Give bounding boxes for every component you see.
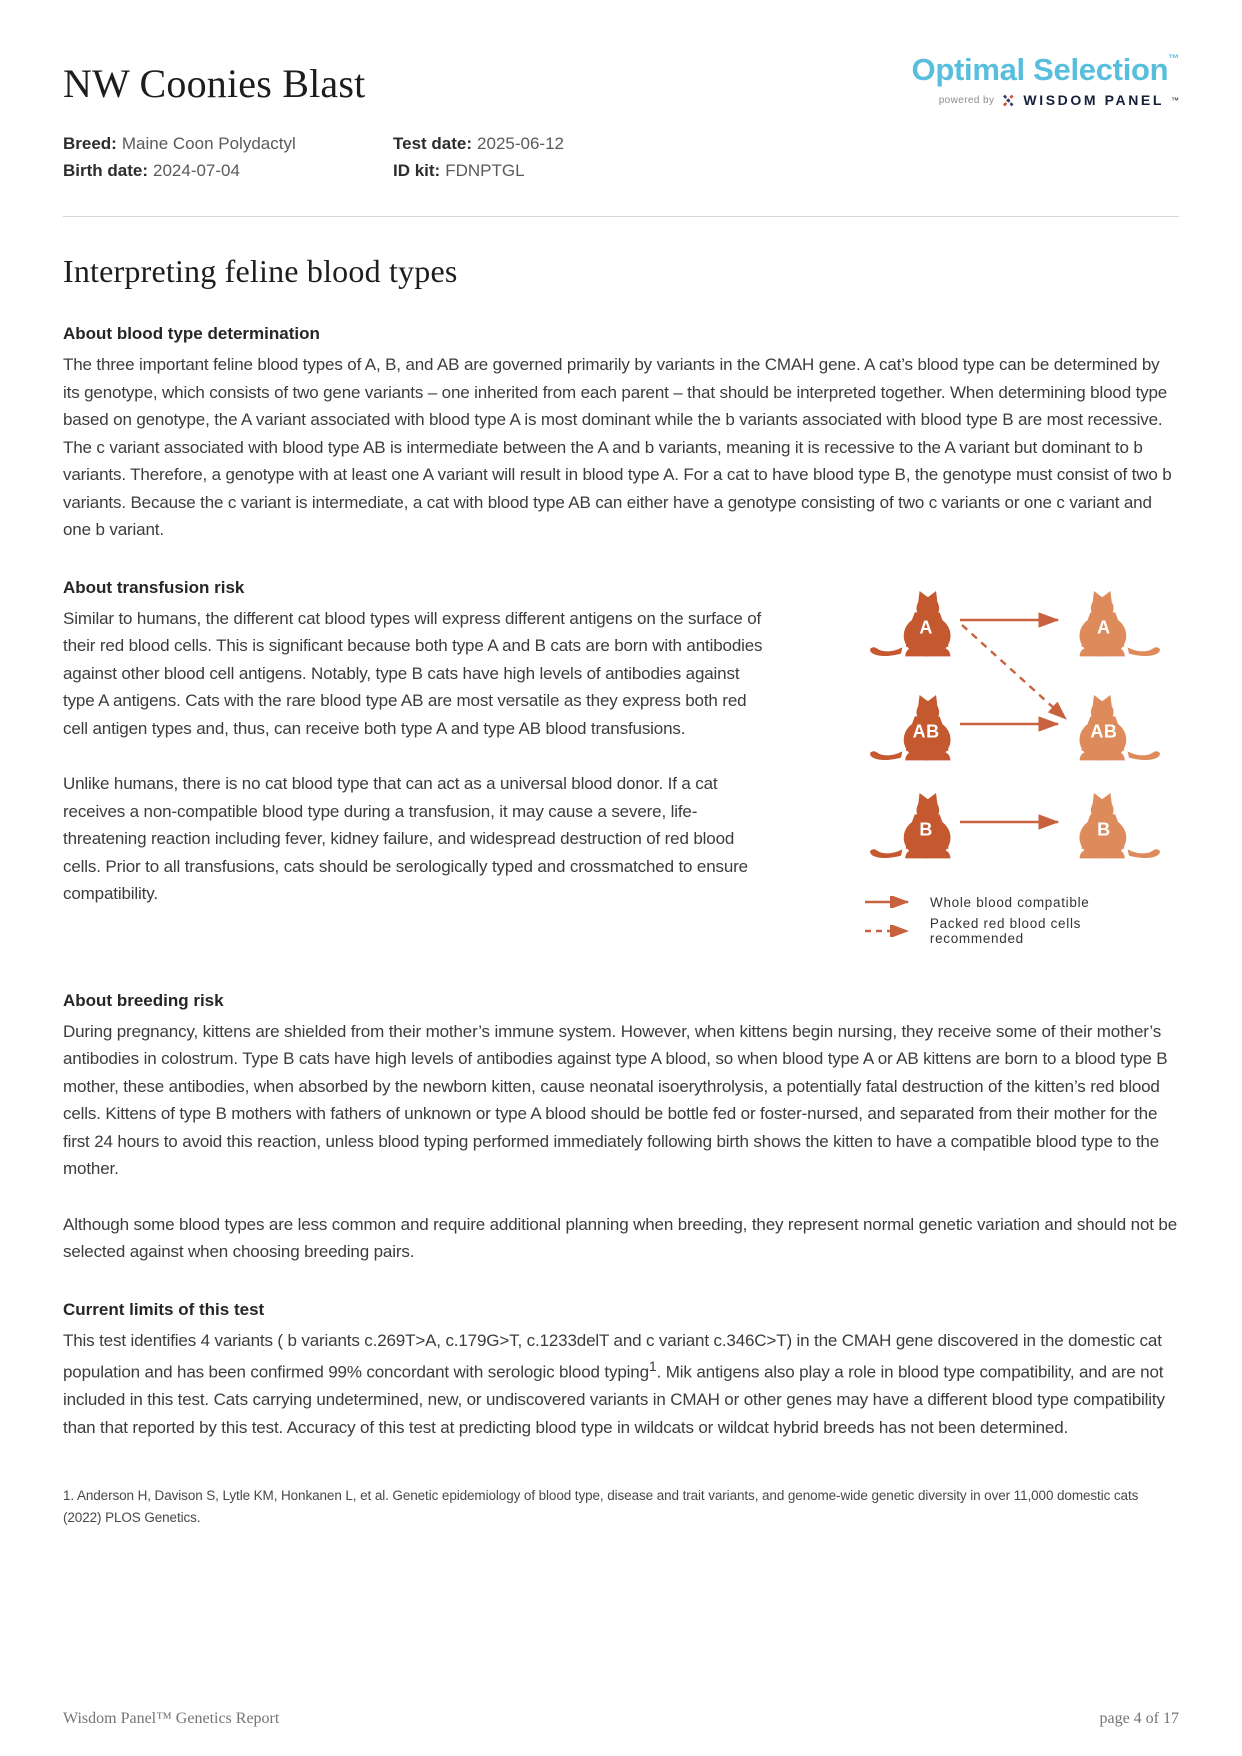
- cat-silhouette-icon: [1074, 694, 1162, 762]
- citation-superscript: 1: [648, 1359, 657, 1375]
- page-footer: [63, 1710, 1179, 1728]
- diagram-legend: [864, 889, 1179, 946]
- wisdom-panel-trademark: ™: [1171, 95, 1179, 105]
- birth-date-label: Birth date:: [63, 161, 148, 180]
- recipient-cat-ab: [1074, 694, 1162, 762]
- cat-silhouette-icon: [868, 792, 956, 860]
- diagram-row-type-ab: [774, 693, 1162, 763]
- solid-arrow-a-to-a: [956, 590, 1074, 658]
- diagram-row-type-a: [774, 589, 1162, 659]
- donor-cat-ab: [868, 694, 956, 762]
- section-blood-type-determination: [63, 324, 1179, 544]
- birth-date-row: [63, 161, 393, 188]
- brand-name: Optimal Selection: [911, 52, 1169, 87]
- brand-wordmark: [912, 52, 1179, 88]
- limits-text-before-citation: This test identifies 4 variants ( b variants c.269T>A, c.179G>T, c.1233delT and c variant c.346C>T) in the CMAH gene discovered in the domestic cat population and has been confirmed 99% concordant with serologic blood typing: [63, 1330, 1162, 1382]
- pet-info: [63, 134, 1179, 188]
- legend-packed-cells-label: Packed red blood cells recommended: [929, 915, 1082, 946]
- donor-cat-a-label: A: [919, 617, 933, 638]
- powered-by-label: powered by: [938, 94, 995, 106]
- solid-arrow-b-to-b: [956, 792, 1074, 860]
- legend-packed-cells: [864, 916, 1179, 946]
- section-title: Interpreting feline blood types: [63, 253, 458, 289]
- recipient-cat-a: [1074, 590, 1162, 658]
- donor-cat-b: [868, 792, 956, 860]
- breeding-paragraph-2: Although some blood types are less common and require additional planning when breeding, they represent normal genetic variation and should not be selected against when choosing breeding pairs.: [63, 1214, 1178, 1261]
- donor-cat-b-label: B: [919, 819, 933, 840]
- section-current-limits: [63, 1300, 1179, 1442]
- transfusion-paragraph-1: Similar to humans, the different cat blood types will express different antigens on the surface of their red blood cells. This is significant because both type A and B cats are born with antibodies against other blood cell antigens. Notably, type B cats have high levels of antibodies against type A antigens. Cats with the rare blood type AB are most versatile as they express both red cell antigen types and, thus, can receive both type A and type AB blood transfusions.: [63, 608, 763, 738]
- transfusion-text-column: [63, 605, 768, 908]
- footer-page-number: page 4 of 17: [1099, 1710, 1179, 1727]
- donor-cat-ab-label: AB: [912, 721, 940, 742]
- powered-by-line: [912, 92, 1179, 108]
- report-header: [63, 50, 1179, 108]
- optimal-selection-logo: [912, 50, 1179, 108]
- birth-date-value: 2024-07-04: [153, 161, 240, 180]
- id-kit-label: ID kit:: [393, 161, 441, 180]
- test-date-label: Test date:: [393, 134, 473, 153]
- cat-silhouette-icon: [1074, 792, 1162, 860]
- header-divider: [63, 216, 1179, 217]
- solid-arrow-icon: [864, 896, 918, 908]
- page-title: NW Coonies Blast: [63, 61, 366, 106]
- recipient-cat-b-label: B: [1097, 819, 1111, 840]
- limits-heading: Current limits of this test: [63, 1299, 265, 1319]
- limits-text-after-citation: . Mik antigens also play a role in blood type compatibility, and are not included in this test. Cats carrying undetermined, new, or undiscovered variants in CMAH or other genes may have a different blood type compatibility than that reported by this test. Accuracy of this test at predicting blood type in wildcats or wildcat hybrid breeds has not been determined.: [63, 1362, 1165, 1437]
- solid-arrow-ab-to-ab: [956, 694, 1074, 762]
- diagram-row-type-b: [774, 791, 1162, 861]
- id-kit-value: FDNPTGL: [445, 161, 525, 180]
- section-breeding-risk: [63, 991, 1179, 1266]
- transfusion-paragraph-2: Unlike humans, there is no cat blood type that can act as a universal blood donor. If a cat receives a non-compatible blood type during a transfusion, it may cause a severe, life-threatening reaction including fever, kidney failure, and widespread destruction of red blood cells. Prior to all transfusions, cats should be serologically typed and crossmatched to ensure compatibility.: [63, 774, 748, 903]
- determination-paragraph: The three important feline blood types of A, B, and AB are governed primarily by variants in the CMAH gene. A cat’s blood type can be determined by its genotype, which consists of two gene variants – one inherited from each parent – that should be interpreted together. When determining blood type based on genotype, the A variant associated with blood type A is most dominant while the b variants associated with blood type B are most recessive. The c variant associated with blood type AB is intermediate between the A and b variants, meaning it is recessive to the A variant but dominant to b variants. Therefore, a genotype with at least one A variant will result in blood type A. For a cat to have blood type B, the genotype must consist of two b variants. Because the c variant is intermediate, a cat with blood type AB can either have a genotype consisting of two c variants or one c variant and one b variant.: [63, 355, 1172, 539]
- breed-row: [63, 134, 393, 161]
- breeding-heading: About breeding risk: [63, 990, 224, 1010]
- test-date-value: 2025-06-12: [477, 134, 565, 153]
- legend-whole-blood: [864, 895, 1179, 910]
- breed-value: Maine Coon Polydactyl: [121, 134, 296, 153]
- legend-whole-blood-label: Whole blood compatible: [930, 894, 1090, 910]
- reference-footnote: 1. Anderson H, Davison S, Lytle KM, Honkanen L, et al. Genetic epidemiology of blood type, disease and trait variants, and genome-wide genetic diversity in over 11,000 domestic cats (2022) PLOS Genetics.: [63, 1488, 1139, 1526]
- test-date-row: [393, 134, 1179, 161]
- recipient-cat-b: [1074, 792, 1162, 860]
- donor-cat-a: [868, 590, 956, 658]
- wisdom-panel-wordmark: WISDOM PANEL: [1023, 92, 1164, 108]
- cat-silhouette-icon: [868, 590, 956, 658]
- breeding-paragraph-1: During pregnancy, kittens are shielded from their mother’s immune system. However, when kittens begin nursing, they receive some of their mother’s antibodies in colostrum. Type B cats have high levels of antibodies against type A blood, so when blood type A or AB kittens are born to a blood type B mother, these antibodies, when absorbed by the newborn kitten, cause neonatal isoerythrolysis, a potentially fatal destruction of the kitten’s red blood cells. Kittens of type B mothers with fathers of unknown or type A blood should be bottle fed or foster-nursed, and separated from their mother for the first 24 hours to avoid this reaction, unless blood typing performed immediately following birth shows the kitten to have a compatible blood type to the mother.: [63, 1021, 1168, 1178]
- transfusion-heading: About transfusion risk: [63, 577, 245, 597]
- determination-heading: About blood type determination: [63, 324, 320, 343]
- dna-helix-icon: [1001, 93, 1016, 108]
- limits-paragraph: [63, 1327, 1179, 1442]
- brand-trademark: ™: [1168, 53, 1179, 65]
- transfusion-content: [63, 605, 1179, 957]
- breed-label: Breed:: [63, 134, 117, 153]
- recipient-cat-ab-label: AB: [1090, 721, 1118, 742]
- recipient-cat-a-label: A: [1097, 617, 1111, 638]
- cat-silhouette-icon: [1074, 590, 1162, 658]
- footer-report-name: Wisdom Panel™ Genetics Report: [63, 1710, 280, 1727]
- dashed-arrow-icon: [864, 925, 918, 937]
- section-transfusion-risk: [63, 578, 1179, 957]
- id-kit-row: [393, 161, 1179, 188]
- blood-compatibility-diagram: [774, 589, 1179, 946]
